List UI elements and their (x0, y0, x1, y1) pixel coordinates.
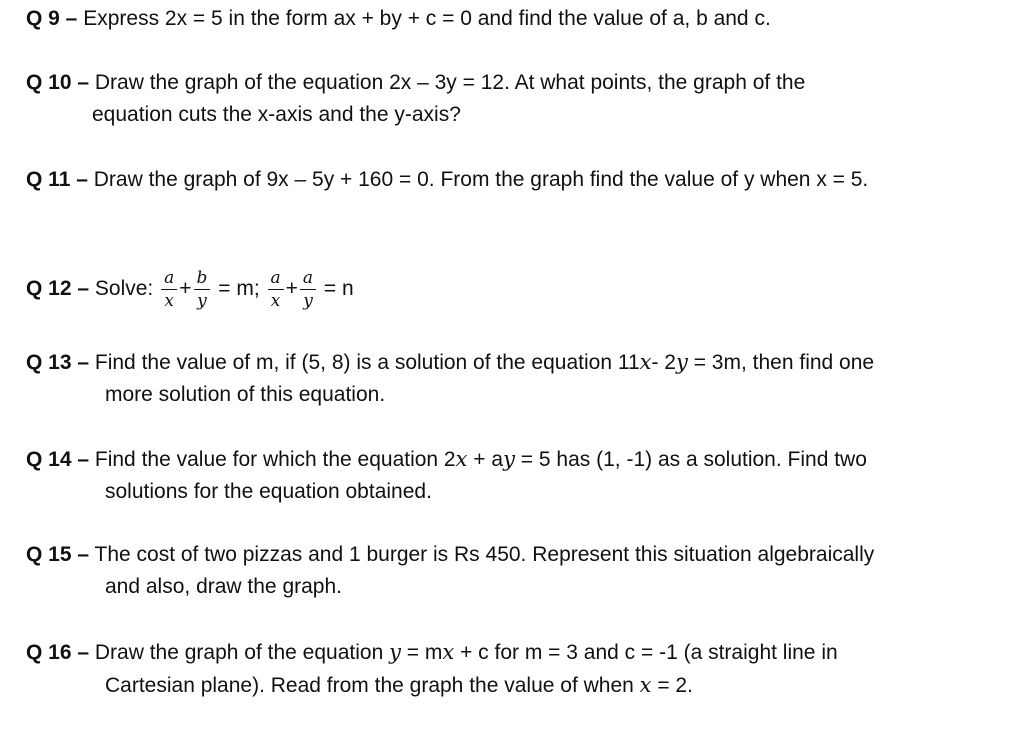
question-number: Q 14 – (26, 448, 90, 471)
question-text: + a (467, 448, 504, 471)
question-10 (26, 67, 1016, 131)
numerator: a (161, 268, 177, 290)
question-text: Draw the graph of 9x – 5y + 160 = 0. From the graph find the value of y when x = 5. (87, 168, 869, 191)
denominator: x (270, 291, 281, 311)
question-text: Cartesian plane). Read from the graph the value of when (105, 674, 640, 697)
numerator: b (194, 268, 211, 290)
question-text: Draw the graph of the equation 2x – 3y = 12. At what points, the graph of the (89, 71, 806, 94)
question-text: = 5 has (1, -1) as a solution. Find two (514, 448, 867, 471)
solve-label: Solve: (89, 277, 154, 301)
question-text: Find the value of m, if (5, 8) is a solution of the equation 11 (89, 351, 640, 374)
variable-x: x (442, 640, 455, 664)
variable-x: x (455, 447, 468, 471)
question-text: The cost of two pizzas and 1 burger is Rs 450. Represent this situation algebraically (89, 543, 875, 566)
question-text-continued: more solution of this equation. (105, 383, 386, 406)
question-16 (26, 636, 1016, 702)
operator: + (285, 277, 298, 301)
fraction (194, 268, 211, 311)
question-text: + c for m = 3 and c = -1 (a straight line in (454, 641, 838, 664)
denominator: y (197, 291, 207, 311)
question-text-continued (26, 669, 1016, 702)
question-number: Q 16 – (26, 641, 90, 664)
question-number: Q 15 – (26, 543, 90, 566)
fraction (161, 268, 177, 311)
fraction (268, 268, 284, 311)
question-number: Q 9 – (26, 7, 78, 30)
variable-y: y (389, 640, 401, 664)
question-text-continued: solutions for the equation obtained. (105, 480, 432, 503)
question-number: Q 13 – (26, 351, 90, 374)
numerator: a (300, 268, 316, 290)
question-11 (26, 164, 1016, 196)
question-14 (26, 443, 1016, 508)
question-number: Q 12 – (26, 277, 90, 301)
variable-y: y (503, 447, 515, 471)
equation-rhs: = n (323, 277, 354, 301)
question-text-continued: and also, draw the graph. (105, 575, 342, 598)
question-text: Find the value for which the equation 2 (89, 448, 456, 471)
question-text-continued: equation cuts the x-axis and the y-axis? (92, 103, 461, 126)
variable-x: x (639, 350, 652, 374)
denominator: x (164, 291, 174, 311)
question-number: Q 11 – (26, 168, 88, 191)
question-text: = 3m, then find one (687, 351, 875, 374)
numerator: a (268, 268, 284, 290)
question-text: - 2 (651, 351, 676, 374)
question-text: = m (400, 641, 443, 664)
question-number: Q 10 – (26, 71, 90, 94)
question-12 (26, 268, 1016, 311)
question-text: Draw the graph of the equation (89, 641, 390, 664)
denominator: y (303, 291, 313, 311)
variable-y: y (676, 350, 688, 374)
question-text: Express 2x = 5 in the form ax + by + c = 0 and find the value of a, b and c. (77, 7, 771, 30)
question-9 (26, 3, 1016, 35)
fraction (300, 268, 316, 311)
question-13 (26, 346, 1016, 411)
operator: + (179, 277, 192, 301)
question-15 (26, 539, 1016, 603)
variable-x: x (639, 673, 652, 697)
question-text: = 2. (651, 674, 693, 697)
equation-rhs: = m; (218, 277, 260, 301)
